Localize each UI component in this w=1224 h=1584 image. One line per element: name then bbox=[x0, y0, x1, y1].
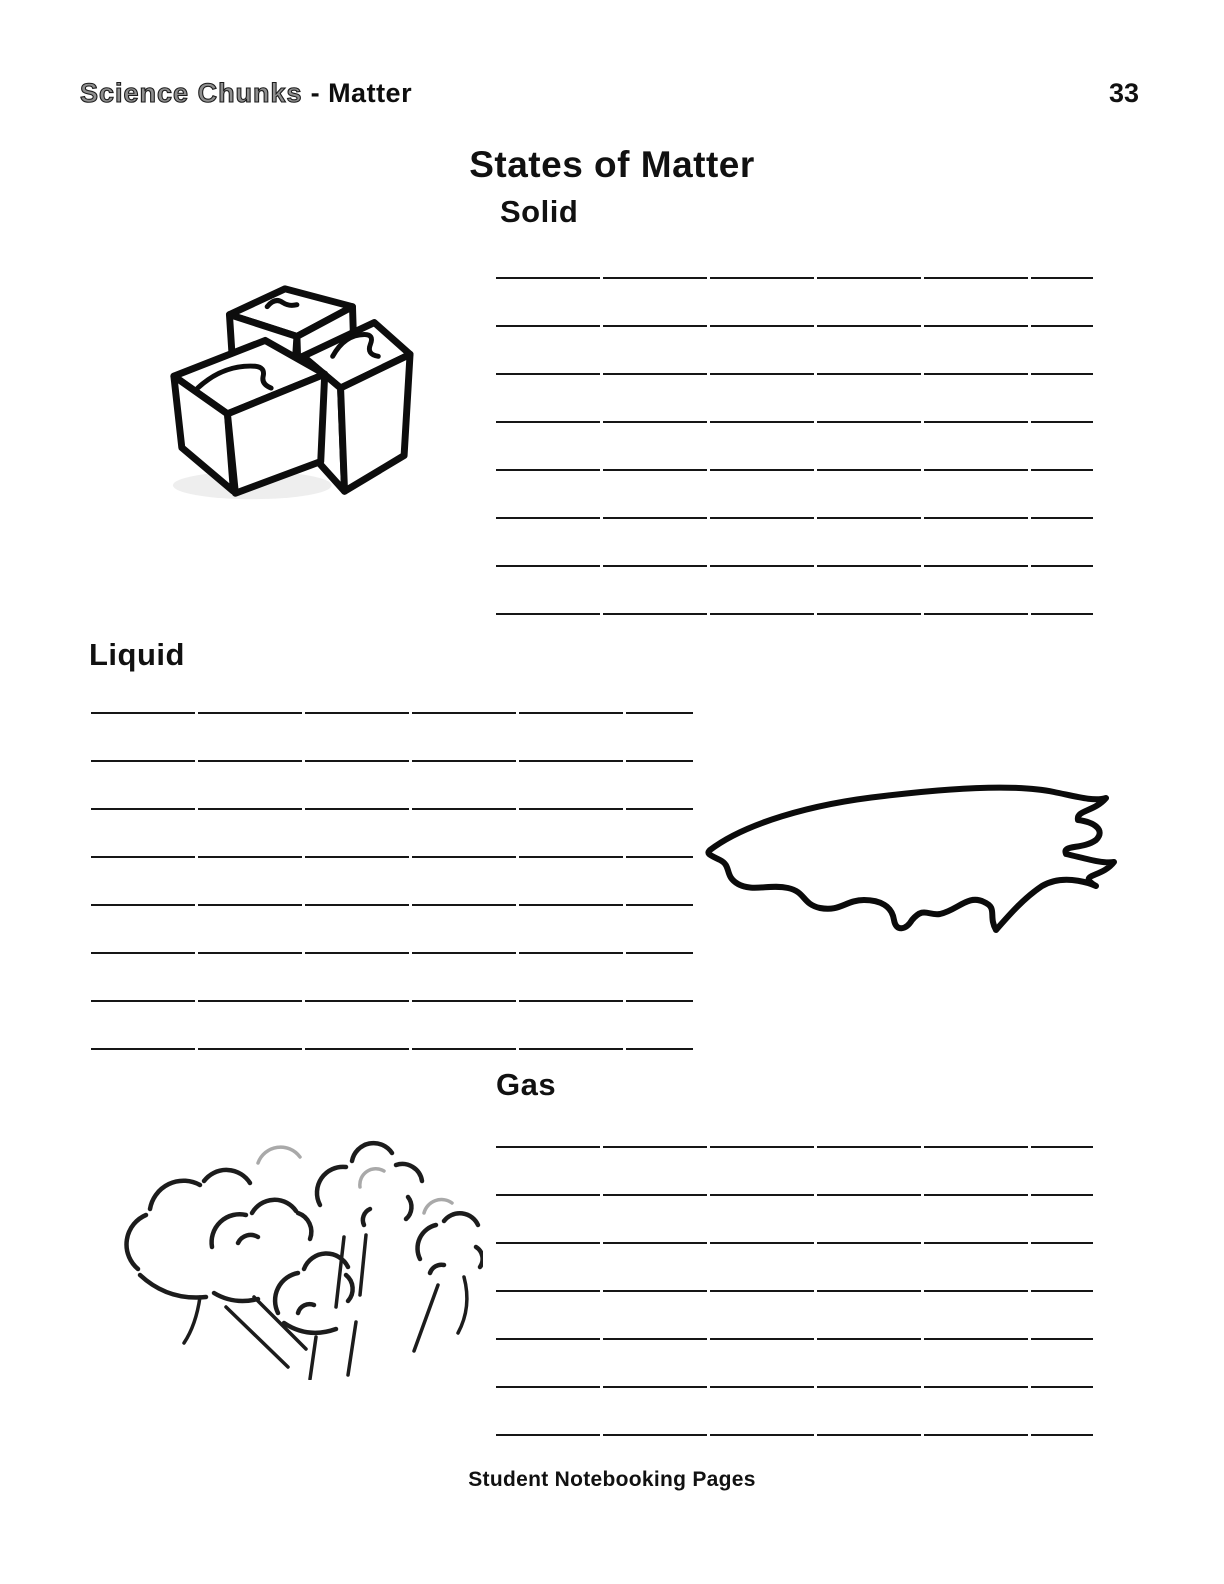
section-heading-liquid: Liquid bbox=[89, 637, 185, 672]
page-header bbox=[80, 80, 412, 107]
writing-line bbox=[496, 1386, 1093, 1388]
writing-line bbox=[91, 856, 693, 858]
writing-line bbox=[496, 1146, 1093, 1148]
steam-puff-left bbox=[127, 1147, 312, 1367]
writing-line bbox=[496, 1290, 1093, 1292]
writing-line bbox=[496, 373, 1093, 375]
writing-line bbox=[496, 1434, 1093, 1436]
writing-line bbox=[496, 469, 1093, 471]
writing-line bbox=[91, 1048, 693, 1050]
writing-line bbox=[496, 421, 1093, 423]
writing-line bbox=[496, 565, 1093, 567]
writing-lines-gas bbox=[496, 1146, 1093, 1436]
writing-line bbox=[496, 325, 1093, 327]
writing-line bbox=[496, 517, 1093, 519]
steam-puff-center-top bbox=[317, 1143, 422, 1375]
writing-line bbox=[496, 1194, 1093, 1196]
ice-cubes-illustration bbox=[158, 280, 416, 510]
puddle-outline bbox=[708, 788, 1114, 930]
page-number: 33 bbox=[1108, 78, 1140, 108]
series-title: Science Chunks bbox=[80, 78, 303, 108]
writing-line bbox=[496, 1338, 1093, 1340]
writing-lines-solid bbox=[496, 277, 1093, 615]
footer-text: Student Notebooking Pages bbox=[468, 1468, 756, 1491]
section-heading-gas: Gas bbox=[496, 1067, 557, 1102]
writing-lines-liquid bbox=[91, 712, 693, 1050]
writing-line bbox=[91, 808, 693, 810]
writing-line bbox=[91, 904, 693, 906]
writing-line bbox=[91, 760, 693, 762]
section-heading-solid: Solid bbox=[500, 194, 579, 229]
writing-line bbox=[496, 613, 1093, 615]
puddle-illustration bbox=[698, 766, 1122, 942]
steam-puff-right bbox=[414, 1200, 483, 1351]
writing-line bbox=[91, 1000, 693, 1002]
writing-line bbox=[91, 952, 693, 954]
page-title: States of Matter bbox=[469, 144, 755, 185]
ice-cube-front bbox=[174, 340, 325, 493]
writing-line bbox=[496, 1242, 1093, 1244]
steam-clouds-illustration bbox=[108, 1116, 483, 1380]
writing-line bbox=[496, 277, 1093, 279]
header-topic: - Matter bbox=[310, 78, 413, 108]
writing-line bbox=[91, 712, 693, 714]
